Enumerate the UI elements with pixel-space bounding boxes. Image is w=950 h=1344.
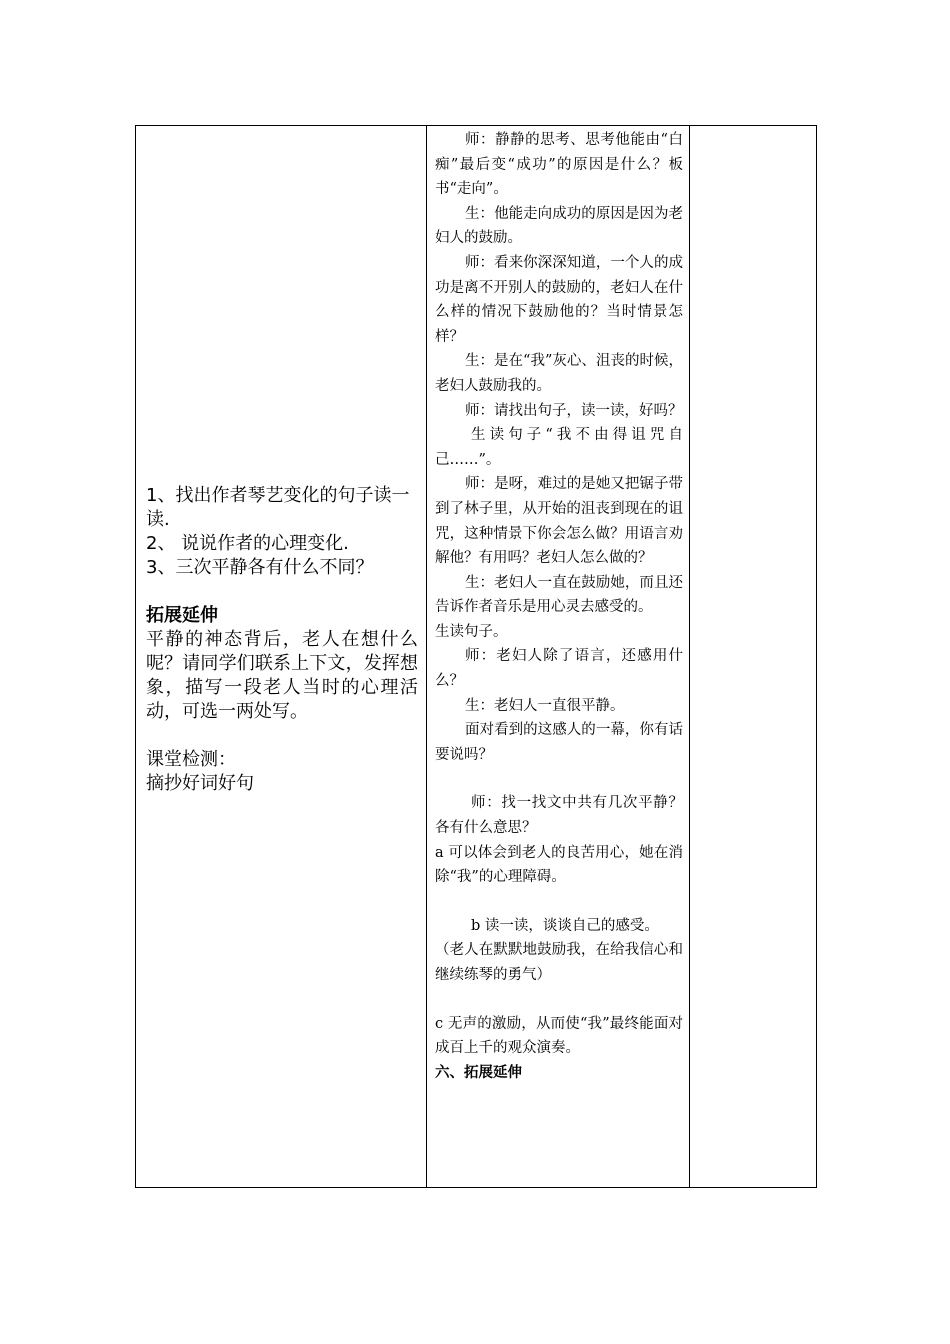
paragraph: a 可以体会到老人的良苦用心，她在消除“我”的心理障碍。 — [435, 844, 683, 886]
paragraph: 生：老妇人一直在鼓励她，而且还告诉作者音乐是用心灵去感受的。 — [435, 574, 683, 616]
paragraph: （老人在默默地鼓励我，在给我信心和继续练琴的勇气） — [435, 942, 683, 983]
paragraph: 生读句子。 — [435, 623, 508, 640]
activity-content — [136, 126, 426, 796]
extension-text: 平静的神态背后，老人在想什么呢？请同学们联系上下文，发挥想象，描写一段老人当时的心理活动，可选一两处写。 — [146, 629, 418, 722]
paragraph: 面对看到的这感人的一幕，你有话要说吗？ — [435, 722, 683, 763]
step-2: 2、 说说作者的心理变化. — [146, 533, 349, 554]
section-heading: 六、拓展延伸 — [435, 1064, 522, 1081]
paragraph: 生：是在“我”灰心、沮丧的时候，老妇人鼓励我的。 — [435, 353, 683, 394]
check-text: 摘抄好词好句 — [146, 773, 254, 794]
step-3: 3、三次平静各有什么不同？ — [146, 557, 374, 578]
paragraph: 师：静静的思考、思考他能由“白痴”最后变“成功”的原因是什么？板书“走向”。 — [435, 132, 683, 198]
paragraph: b 读一读，谈谈自己的感受。 — [471, 917, 659, 934]
process-content — [427, 126, 689, 1085]
check-heading: 课堂检测： — [146, 749, 236, 770]
notes-cell — [690, 126, 817, 1188]
paragraph: 师：是呀，难过的是她又把锯子带到了林子里，从开始的沮丧到现在的诅咒，这种情景下你会怎么做？用语言劝解他？有用吗？老妇人怎么做的？ — [435, 476, 683, 567]
paragraph: 师：请找出句子，读一读，好吗？ — [465, 402, 683, 419]
extension-heading: 拓展延伸 — [146, 605, 218, 626]
paragraph: 生读句子“我不由得诅咒自己……”。 — [435, 427, 683, 468]
paragraph: 生：老妇人一直很平静。 — [465, 697, 625, 714]
lesson-plan-table — [135, 125, 817, 1188]
paragraph: c 无声的激励，从而使“我”最终能面对成百上千的观众演奏。 — [435, 1015, 683, 1057]
process-cell — [427, 126, 690, 1188]
paragraph: 生：他能走向成功的原因是因为老妇人的鼓励。 — [435, 205, 683, 247]
paragraph: 师：找一找文中共有几次平静？各有什么意思？ — [435, 795, 683, 837]
activity-cell — [136, 126, 427, 1188]
table-row — [136, 126, 817, 1188]
step-1: 1、找出作者琴艺变化的句子读一读. — [146, 485, 410, 530]
paragraph: 师：老妇人除了语言，还感用什么？ — [435, 648, 683, 690]
paragraph: 师：看来你深深知道，一个人的成功是离不开别人的鼓励的，老妇人在什么样的情况下鼓励他的？当时情景怎样？ — [435, 254, 683, 345]
